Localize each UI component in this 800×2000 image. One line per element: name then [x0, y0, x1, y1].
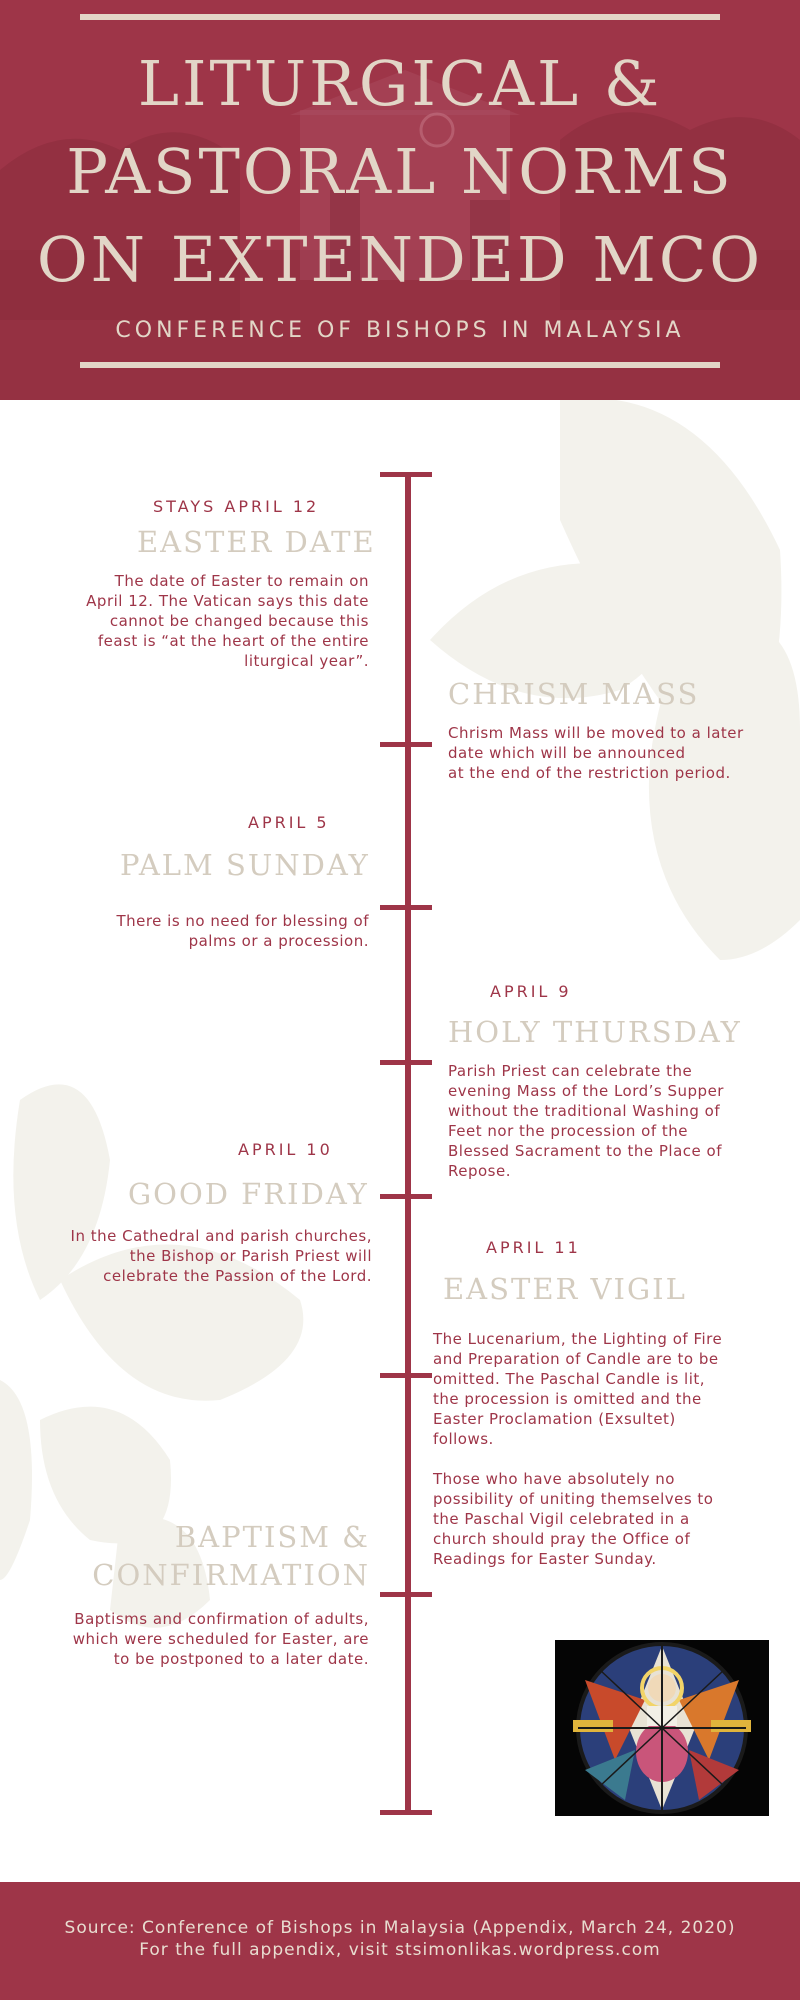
- desc-line: the Paschal Vigil celebrated in a: [433, 1510, 690, 1528]
- title-line-3: ON EXTENDED MCO: [36, 223, 764, 296]
- easter-date-title: EASTER DATE: [137, 525, 376, 559]
- desc-line: The Lucenarium, the Lighting of Fire: [433, 1330, 723, 1348]
- title-line-2: PASTORAL NORMS: [66, 135, 734, 208]
- page-title: [0, 40, 800, 304]
- desc-line: date which will be announced: [448, 744, 686, 762]
- good-friday-title: GOOD FRIDAY: [128, 1177, 369, 1211]
- baptism-description: [50, 1609, 369, 1669]
- timeline-tick-vigil: [380, 1373, 432, 1378]
- desc-line: Blessed Sacrament to the Place of: [448, 1142, 722, 1160]
- desc-line: at the end of the restriction period.: [448, 764, 731, 782]
- palm-sunday-date: APRIL 5: [248, 813, 330, 832]
- desc-line: Parish Priest can celebrate the: [448, 1062, 693, 1080]
- header-bottom-rule: [80, 362, 720, 368]
- timeline-tick-baptism: [380, 1592, 432, 1597]
- desc-line: which were scheduled for Easter, are: [72, 1630, 369, 1648]
- desc-line: Feet nor the procession of the: [448, 1122, 689, 1140]
- desc-line: feast is “at the heart of the entire: [97, 632, 369, 650]
- baptism-title-line-2: CONFIRMATION: [92, 1558, 370, 1592]
- baptism-title: [40, 1518, 370, 1594]
- timeline-tick-end: [380, 1810, 432, 1815]
- desc-line: Repose.: [448, 1162, 511, 1180]
- timeline-tick-friday: [380, 1194, 432, 1199]
- good-friday-date: APRIL 10: [238, 1140, 333, 1159]
- easter-vigil-date: APRIL 11: [486, 1238, 581, 1257]
- desc-line: church should pray the Office of: [433, 1530, 691, 1548]
- desc-line: omitted. The Paschal Candle is lit,: [433, 1370, 706, 1388]
- desc-line: the Bishop or Parish Priest will: [129, 1247, 372, 1265]
- desc-line: the procession is omitted and the: [433, 1390, 702, 1408]
- easter-date-description: [60, 571, 369, 671]
- stained-glass-illustration: [555, 1640, 769, 1816]
- desc-line: Chrism Mass will be moved to a later: [448, 724, 744, 742]
- easter-vigil-description-2: [433, 1469, 763, 1569]
- easter-date-date: STAYS APRIL 12: [153, 497, 320, 516]
- desc-line: cannot be changed because this: [109, 612, 369, 630]
- desc-line: evening Mass of the Lord’s Supper: [448, 1082, 724, 1100]
- timeline-tick-start: [380, 472, 432, 477]
- desc-line: to be postponed to a later date.: [113, 1650, 369, 1668]
- holy-thursday-title: HOLY THURSDAY: [448, 1015, 742, 1049]
- timeline-tick-chrism: [380, 742, 432, 747]
- desc-line: Easter Proclamation (Exsultet): [433, 1410, 676, 1428]
- desc-line: celebrate the Passion of the Lord.: [103, 1267, 372, 1285]
- footer-source: Source: Conference of Bishops in Malaysia (Appendix, March 24, 2020): [64, 1918, 736, 1938]
- palm-sunday-description: [60, 911, 369, 951]
- chrism-mass-title: CHRISM MASS: [448, 677, 700, 711]
- footer: [0, 1882, 800, 2000]
- easter-vigil-title: EASTER VIGIL: [443, 1272, 687, 1306]
- desc-line: There is no need for blessing of: [116, 912, 369, 930]
- footer-link[interactable]: For the full appendix, visit stsimonlikas.wordpress.com: [139, 1940, 661, 1960]
- desc-line: Baptisms and confirmation of adults,: [74, 1610, 369, 1628]
- stained-glass-image: [555, 1640, 769, 1816]
- page-subtitle: CONFERENCE OF BISHOPS IN MALAYSIA: [115, 318, 685, 343]
- desc-line: and Preparation of Candle are to be: [433, 1350, 719, 1368]
- desc-line: without the traditional Washing of: [448, 1102, 721, 1120]
- desc-line: Those who have absolutely no: [433, 1470, 675, 1488]
- desc-line: possibility of uniting themselves to: [433, 1490, 714, 1508]
- header-top-rule: [80, 14, 720, 20]
- holy-thursday-date: APRIL 9: [490, 982, 572, 1001]
- desc-line: Readings for Easter Sunday.: [433, 1550, 657, 1568]
- timeline-axis: [405, 472, 411, 1814]
- desc-line: liturgical year”.: [244, 652, 369, 670]
- header-banner: [0, 0, 800, 400]
- palm-sunday-title: PALM SUNDAY: [120, 848, 370, 882]
- timeline-tick-thursday: [380, 1060, 432, 1065]
- desc-line: The date of Easter to remain on: [114, 572, 369, 590]
- timeline-tick-palm: [380, 905, 432, 910]
- baptism-title-line-1: BAPTISM &: [174, 1520, 370, 1554]
- title-line-1: LITURGICAL &: [137, 47, 663, 120]
- chrism-mass-description: [448, 723, 768, 783]
- desc-line: In the Cathedral and parish churches,: [70, 1227, 372, 1245]
- good-friday-description: [50, 1226, 372, 1286]
- holy-thursday-description: [448, 1061, 768, 1181]
- easter-vigil-description: [433, 1329, 763, 1449]
- desc-line: palms or a procession.: [188, 932, 369, 950]
- desc-line: follows.: [433, 1430, 494, 1448]
- desc-line: April 12. The Vatican says this date: [86, 592, 369, 610]
